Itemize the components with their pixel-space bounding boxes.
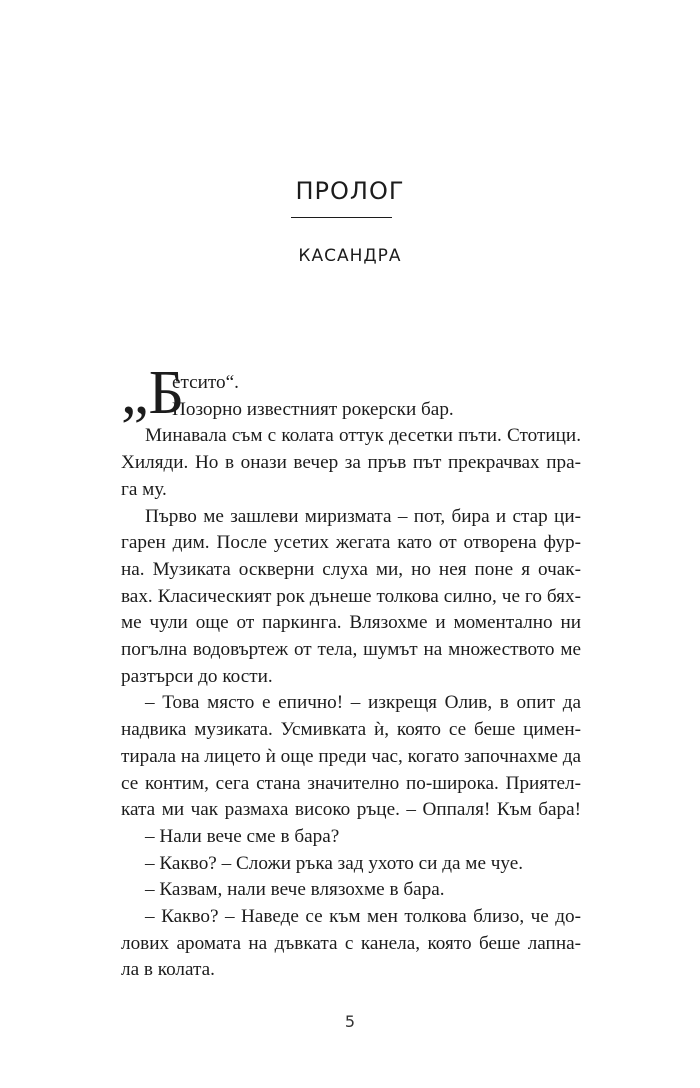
text-line: гарен дим. После усетих жегата като от отворена фур- xyxy=(121,532,581,554)
page-number: 5 xyxy=(344,1012,356,1031)
text-line: надвика музиката. Усмивката ѝ, която се беше цимен- xyxy=(121,719,581,741)
text-line: ме чули още от паркинга. Влязохме и моментално ни xyxy=(121,612,581,634)
text-line: – Какво? – Наведе се към мен толкова близо, че до- xyxy=(145,906,581,928)
text-line: погълна водовъртеж от тела, шумът на множеството ме xyxy=(121,639,581,661)
text-line: – Това място е епично! – изкрещя Олив, в опит да xyxy=(145,692,581,714)
chapter-subtitle: КАСАНДРА xyxy=(298,246,402,266)
text-line: се контим, сега стана значително по-широка. Приятел- xyxy=(121,772,581,794)
text-line: тирала на лицето ѝ още преди час, когато започнахме да xyxy=(121,745,581,767)
chapter-title: ПРОЛОГ xyxy=(295,177,405,205)
text-line: – Какво? – Сложи ръка зад ухото си да ме чуе. xyxy=(145,852,524,874)
text-line: ла в колата. xyxy=(121,959,215,981)
text-line: Позорно известният рокерски бар. xyxy=(172,398,454,420)
body-text xyxy=(121,370,581,984)
text-line: Първо ме зашлеви миризмата – пот, бира и стар ци- xyxy=(145,505,581,527)
text-line: – Казвам, нали вече влязохме в бара. xyxy=(145,879,445,901)
text-line: Хиляди. Но в онази вечер за пръв път прекрачвах пра- xyxy=(121,452,581,474)
title-divider xyxy=(291,217,392,218)
text-line: вах. Класическият рок дънеше толкова силно, че го бях- xyxy=(121,585,581,607)
text-line: – Нали вече сме в бара? xyxy=(145,825,340,847)
text-line: разтърси до кости. xyxy=(121,665,273,687)
drop-cap: „Б xyxy=(121,359,185,427)
text-line: Минавала съм с колата оттук десетки пъти. Стотици. xyxy=(145,425,581,447)
text-line: лових аромата на дъвката с канела, която беше лапна- xyxy=(121,932,581,954)
text-line: га му. xyxy=(121,478,167,500)
text-line: ката ми чак размаха високо ръце. – Оппаля! Към бара! xyxy=(121,799,581,821)
text-line: на. Музиката оскверни слуха ми, но нея поне я очак- xyxy=(121,558,581,580)
text-line: етсито“. xyxy=(172,372,239,393)
